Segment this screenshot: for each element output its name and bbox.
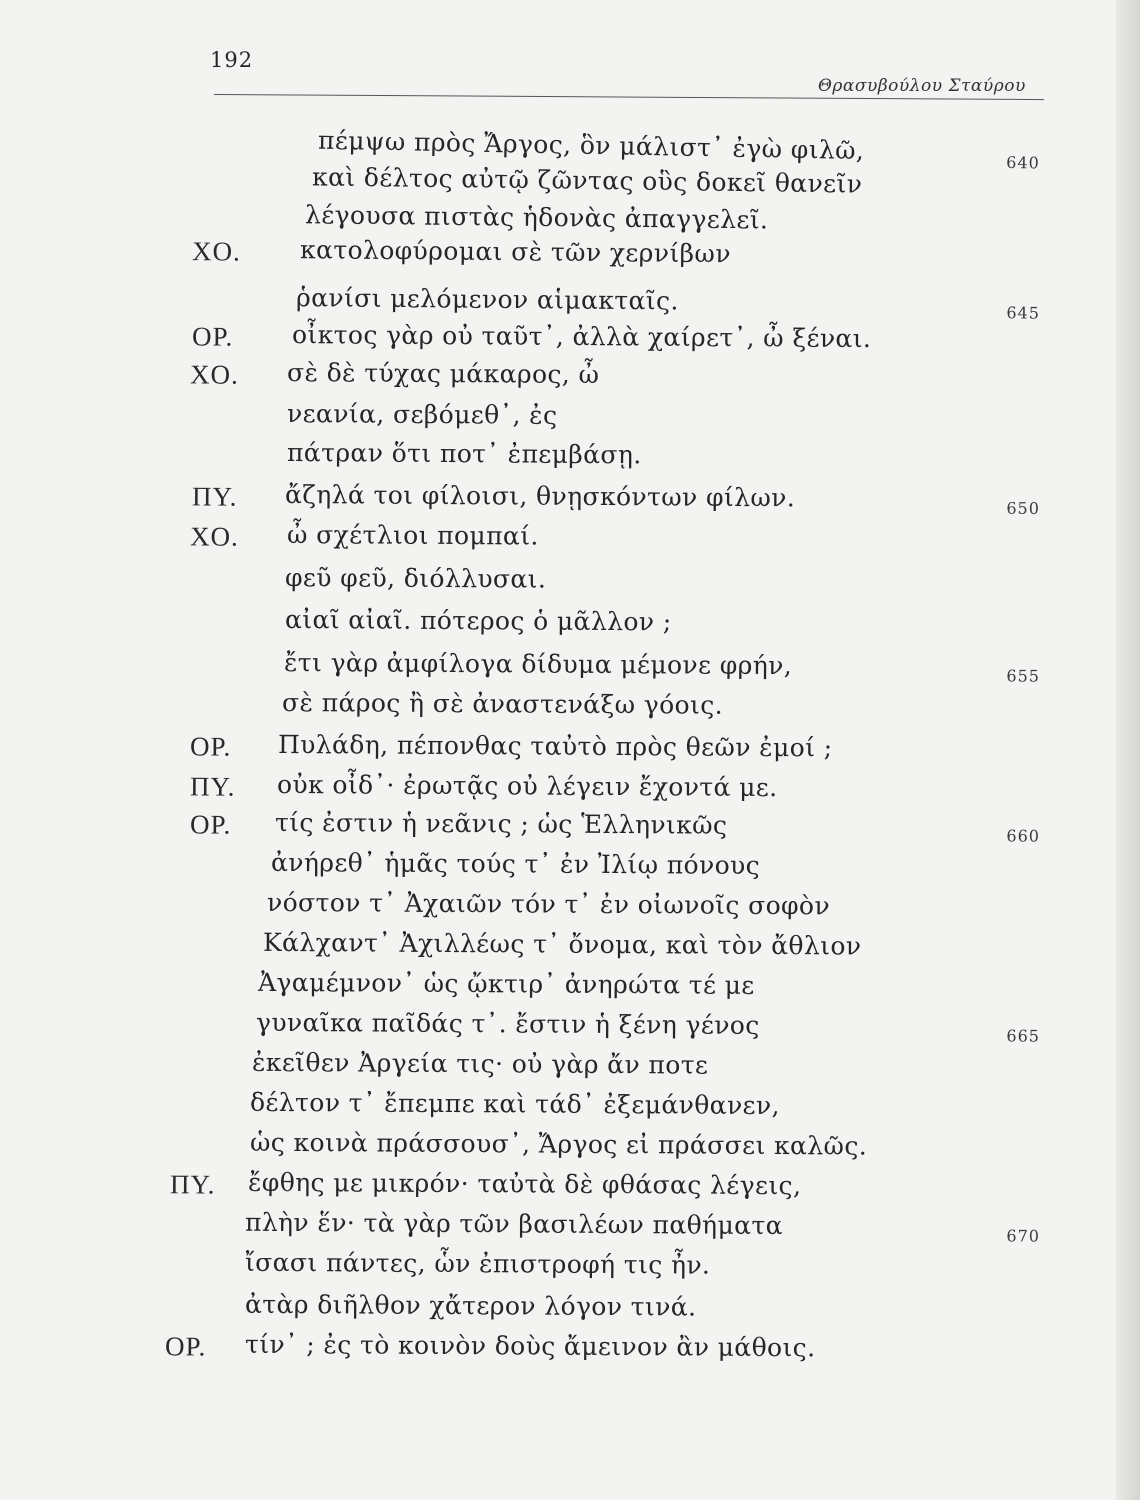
verse-text: ἔφθης με μικρόν· ταὐτὰ δὲ φθάσας λέγεις, [247,1167,802,1201]
line-number: 655 [1006,666,1041,686]
verse-text: φεῦ φεῦ, διόλλυσαι. [284,563,547,594]
verse-text: Κάλχαντ᾽ Ἀχιλλέως τ᾽ ὄνομα, καὶ τὸν ἄθλιον [262,927,862,961]
line-number: 670 [1006,1226,1041,1246]
line-number: 665 [1006,1026,1041,1046]
verse-text: ὦ σχέτλιοι πομπαί. [286,520,539,551]
speaker-label: ΧΟ. [189,521,239,552]
verse-text: πάτραν ὅτι ποτ᾽ ἐπεμβάσῃ. [286,438,642,470]
verse-text: ὡς κοινὰ πράσσουσ᾽, Ἄργος εἰ πράσσει καλῶς. [249,1127,868,1161]
verse-text: ἀτὰρ διῆλθον χἄτερον λόγον τινά. [244,1289,697,1322]
verse-line [0,518,1040,564]
verse-line [0,436,1040,483]
verse-line [0,686,1040,732]
verse-text: ῥανίσι μελόμενον αἱμακταῖς. [295,283,679,316]
speaker-label: ΟΡ. [164,1331,207,1362]
verse-text: οὐκ οἶδ᾽· ἐρωτᾷς οὐ λέγειν ἔχοντά με. [276,769,778,803]
verse-line [0,561,1040,607]
line-number: 650 [1006,498,1041,518]
line-number: 640 [1006,152,1040,173]
line-number: 645 [1006,303,1041,323]
speaker-label: ΠΥ. [189,771,236,802]
verse-line [0,806,1040,852]
verse-text: νεανία, σεβόμεθ᾽, ἐς [286,399,558,430]
verse-text: καὶ δέλτος αὐτῷ ζῶντας οὓς δοκεῖ θανεῖν [311,162,863,199]
speaker-label: ΟΡ. [189,731,232,762]
verse-line [0,1288,1040,1334]
verse-line [0,1126,1040,1172]
verse-line [0,1086,1040,1132]
verse-line [0,886,1040,932]
verse-line [0,1006,1040,1052]
verse-text: σὲ δὲ τύχας μάκαρος, ὦ [286,358,600,390]
speaker-label: ΠΥ. [191,481,238,512]
verse-text: οἶκτος γὰρ οὐ ταῦτ᾽, ἀλλὰ χαίρετ᾽, ὦ ξέναι. [291,320,872,354]
verse-text: ἀνήρεθ᾽ ἡμᾶς τούς τ᾽ ἐν Ἰλίῳ πόνους [270,847,761,880]
speaker-label: ΠΥ. [169,1169,216,1200]
running-title: Θρασυβούλου Σταύρου [818,76,1026,96]
verse-line [0,478,1040,525]
verse-text: πέμψω πρὸς Ἄργος, ὃν μάλιστ᾽ ἐγὼ φιλῶ, [317,125,865,166]
verse-line [0,966,1040,1012]
verse-text: τίν᾽ ; ἐς τὸ κοινὸν δοὺς ἄμεινον ἂν μάθοις. [244,1329,816,1363]
verse-line [0,1046,1040,1092]
verse-line [0,603,1040,649]
verse-text: ἐκεῖθεν Ἀργεία τις· οὐ γὰρ ἄν ποτε [251,1047,709,1080]
speaker-label: ΟΡ. [191,321,234,352]
verse-text: Ἀγαμέμνον᾽ ὡς ᾤκτιρ᾽ ἀνηρώτα τέ με [257,967,755,1000]
verse-text: λέγουσα πιστὰς ἡδονὰς ἀπαγγελεῖ. [304,200,769,235]
verse-text: ἔτι γὰρ ἀμφίλογα δίδυμα μέμονε φρήν, [283,647,793,681]
verse-line [0,1328,1040,1374]
verse-text: δέλτον τ᾽ ἔπεμπε καὶ τάδ᾽ ἐξεμάνθανεν, [249,1087,781,1121]
verse-line [0,1206,1040,1252]
verse-text: ἄζηλά τοι φίλοισι, θνῃσκόντων φίλων. [284,480,796,513]
verse-text: πλὴν ἕν· τὰ γὰρ τῶν βασιλέων παθήματα [244,1207,784,1241]
speaker-label: ΟΡ. [189,809,232,840]
verse-text: Πυλάδη, πέπονθας ταὐτὸ πρὸς θεῶν ἐμοί ; [277,729,833,763]
verse-line [0,846,1040,892]
speaker-label: ΧΟ. [191,236,241,267]
verse-line [0,1166,1040,1212]
verse-text: αἰαῖ αἰαῖ. πότερος ὁ μᾶλλον ; [284,605,672,637]
verse-text: γυναῖκα παῖδάς τ᾽. ἔστιν ἡ ξένη γένος [255,1007,760,1040]
verse-text: νόστον τ᾽ Ἀχαιῶν τόν τ᾽ ἐν οἰωνοῖς σοφὸν [266,887,831,921]
verse-text: κατολοφύρομαι σὲ τῶν χερνίβων [299,235,732,269]
verse-line [0,1246,1040,1292]
line-number: 660 [1006,826,1041,846]
verse-line [0,356,1040,403]
verse-text: ἴσασι πάντες, ὧν ἐπιστροφή τις ἦν. [244,1247,711,1280]
verse-line [0,646,1040,692]
verse-text: σὲ πάρος ἢ σὲ ἀναστενάξω γόοις. [281,687,724,720]
speaker-label: ΧΟ. [189,359,239,390]
verse-text: τίς ἐστιν ἡ νεᾶνις ; ὡς Ἑλληνικῶς [274,807,728,840]
page-number: 192 [210,48,254,72]
verse-line [0,926,1040,972]
verse-line [0,728,1040,774]
